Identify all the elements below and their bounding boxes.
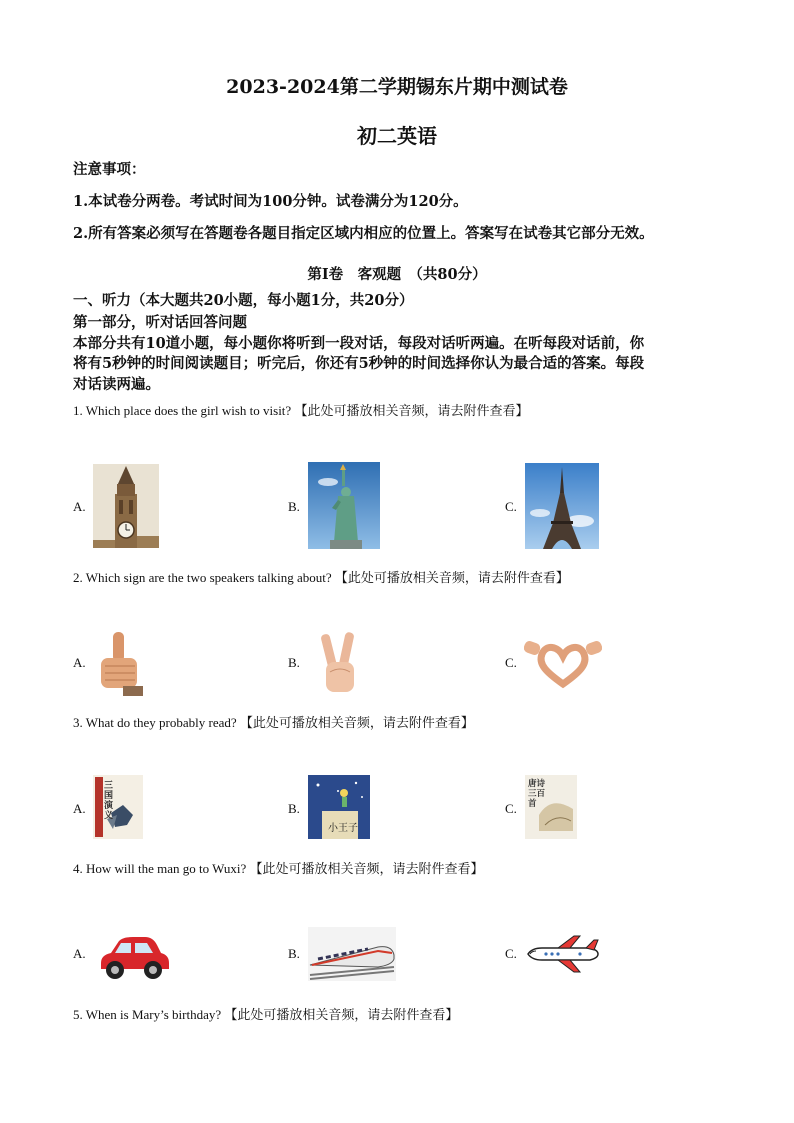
question-text: 3. What do they probably read? [73,715,237,730]
thumbs-up-image [95,630,145,696]
airplane-image [524,934,600,974]
question-4 [73,858,484,877]
exam-title: 2023-2024第二学期锡东片期中测试卷 [226,76,568,98]
option-label-a: A. [73,499,86,514]
audio-note: 【此处可播放相关音频，请去附件查看】 [334,571,569,586]
instructions-line-1: 本部分共有10道小题，每小题你将听到一段对话，每段对话听两遍。在听每段对话前，你 [73,335,645,352]
question-text: 4. How will the man go to Wuxi? [73,861,247,876]
book-c-title: 唐诗三百首 [528,779,546,809]
question-1 [73,400,528,419]
question-text: 1. Which place does the girl wish to visit? [73,403,292,418]
exam-subtitle: 初二英语 [357,124,437,148]
option-label-b: B. [288,946,300,961]
audio-note: 【此处可播放相关音频，请去附件查看】 [294,404,529,419]
option-label-a: A. [73,801,86,816]
notice-item-2: 2.所有答案必须写在答题卷各题目指定区域内相应的位置上。答案写在试卷其它部分无效。 [73,225,654,242]
question-text: 2. Which sign are the two speakers talking about? [73,570,332,585]
little-prince-book-image [308,775,370,839]
tang-poems-book-image [525,775,577,839]
heart-hands-image [524,636,602,692]
question-3 [73,712,474,731]
audio-note: 【此处可播放相关音频，请去附件查看】 [249,862,484,877]
book-b-title: 小王子 [328,823,358,834]
car-image [95,933,171,981]
book-a-title: 三国演义 [104,781,114,821]
three-kingdoms-book-image [93,775,143,839]
option-label-a: A. [73,655,86,670]
option-label-b: B. [288,801,300,816]
question-5 [73,1004,458,1023]
victory-sign-image [320,630,360,698]
option-label-a: A. [73,946,86,961]
question-2 [73,567,569,586]
audio-note: 【此处可播放相关音频，请去附件查看】 [224,1008,459,1023]
option-label-c: C. [505,499,517,514]
train-image [308,927,396,981]
notice-heading: 注意事项： [73,161,146,178]
statue-of-liberty-image [308,462,380,549]
volume-title: 第Ⅰ卷 客观题 （共80分） [307,266,487,283]
option-label-b: B. [288,499,300,514]
instructions-line-3: 对话读两遍。 [73,376,160,393]
option-label-c: C. [505,946,517,961]
big-ben-image [93,464,159,548]
option-label-b: B. [288,655,300,670]
eiffel-tower-image [525,463,599,549]
question-text: 5. When is Mary’s birthday? [73,1007,222,1022]
instructions-line-2: 将有5秒钟的时间阅读题目；听完后，你还有5秒钟的时间选择你认为最合适的答案。每段 [73,355,645,372]
sub-title: 第一部分，听对话回答问题 [73,314,247,331]
option-label-c: C. [505,801,517,816]
audio-note: 【此处可播放相关音频，请去附件查看】 [239,716,474,731]
option-label-c: C. [505,655,517,670]
part-title: 一、听力（本大题共20小题，每小题1分，共20分） [73,292,414,309]
notice-item-1: 1.本试卷分两卷。考试时间为100分钟。试卷满分为120分。 [73,193,468,210]
